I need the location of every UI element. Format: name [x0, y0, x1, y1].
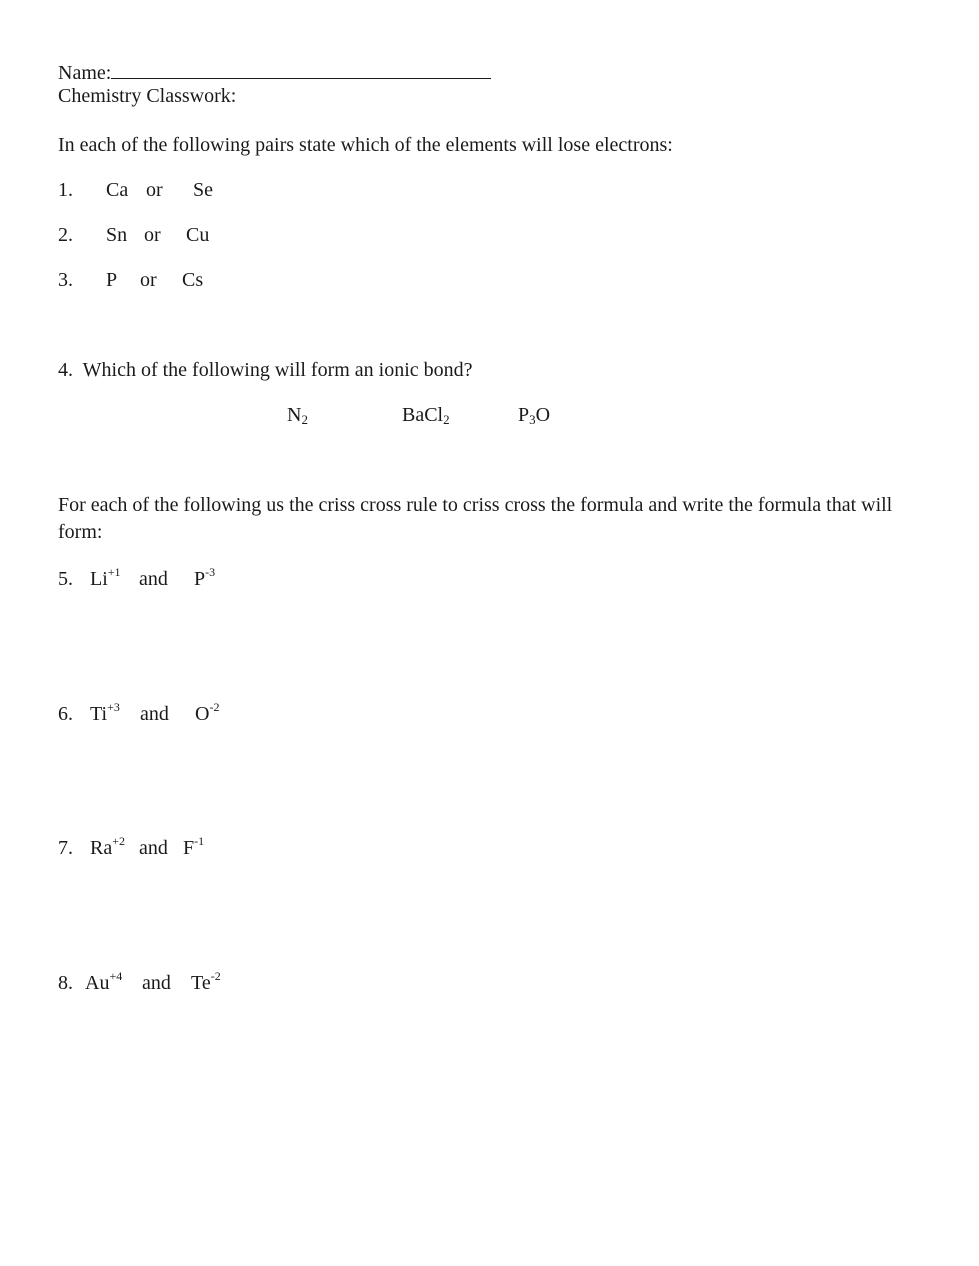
- connector-and: and: [142, 972, 171, 994]
- element-a: P: [106, 269, 118, 291]
- question-number: 1.: [58, 179, 73, 201]
- question-number: 2.: [58, 224, 73, 246]
- ion-2: $F^{-1}$: [183, 834, 205, 859]
- option-p3o: $P_3O$: [518, 404, 551, 427]
- element-b: Se: [193, 179, 213, 201]
- connector-and: and: [140, 703, 169, 725]
- question-number: 5.: [58, 568, 73, 590]
- connector-or: or: [140, 269, 157, 291]
- option-n2: $N_2$: [287, 404, 308, 427]
- ion-1: $Ti^{+3}$: [90, 700, 120, 725]
- element-a: Sn: [106, 224, 128, 246]
- question-4: [58, 360, 473, 380]
- element-b: Cs: [182, 269, 204, 291]
- question-number: 7.: [58, 837, 73, 859]
- element-b: Cu: [186, 224, 210, 246]
- ion-1: $Au^{+4}$: [85, 969, 123, 994]
- section2-instruction: For each of the following us the criss cross rule to criss cross the formula and write the formula that will form:: [58, 494, 893, 543]
- name-blank-line[interactable]: [111, 60, 491, 79]
- connector-or: or: [146, 179, 163, 201]
- question-7: [58, 834, 205, 859]
- option-bacl2: BaCl$_2$: [402, 404, 450, 427]
- question-4-text: Which of the following will form an ionic bond?: [82, 359, 473, 381]
- question-5: [58, 565, 216, 590]
- ion-2: $Te^{-2}$: [191, 969, 221, 994]
- worksheet-title: Chemistry Classwork:: [58, 85, 237, 107]
- question-number: 8.: [58, 972, 73, 994]
- name-label: Name:: [58, 62, 112, 84]
- connector-and: and: [139, 568, 168, 590]
- question-6: [58, 700, 220, 725]
- ion-1: $Li^{+1}$: [90, 565, 121, 590]
- element-a: Ca: [106, 179, 129, 201]
- question-8: [58, 969, 221, 994]
- name-field[interactable]: [58, 60, 491, 83]
- connector-or: or: [144, 224, 161, 246]
- connector-and: and: [139, 837, 168, 859]
- question-number: 4.: [58, 359, 73, 381]
- ion-2: $O^{-2}$: [195, 700, 220, 725]
- section1-instruction: In each of the following pairs state which of the elements will lose electrons:: [58, 134, 673, 156]
- ion-2: $P^{-3}$: [194, 565, 216, 590]
- question-number: 6.: [58, 703, 73, 725]
- question-number: 3.: [58, 269, 73, 291]
- ion-1: $Ra^{+2}$: [90, 834, 125, 859]
